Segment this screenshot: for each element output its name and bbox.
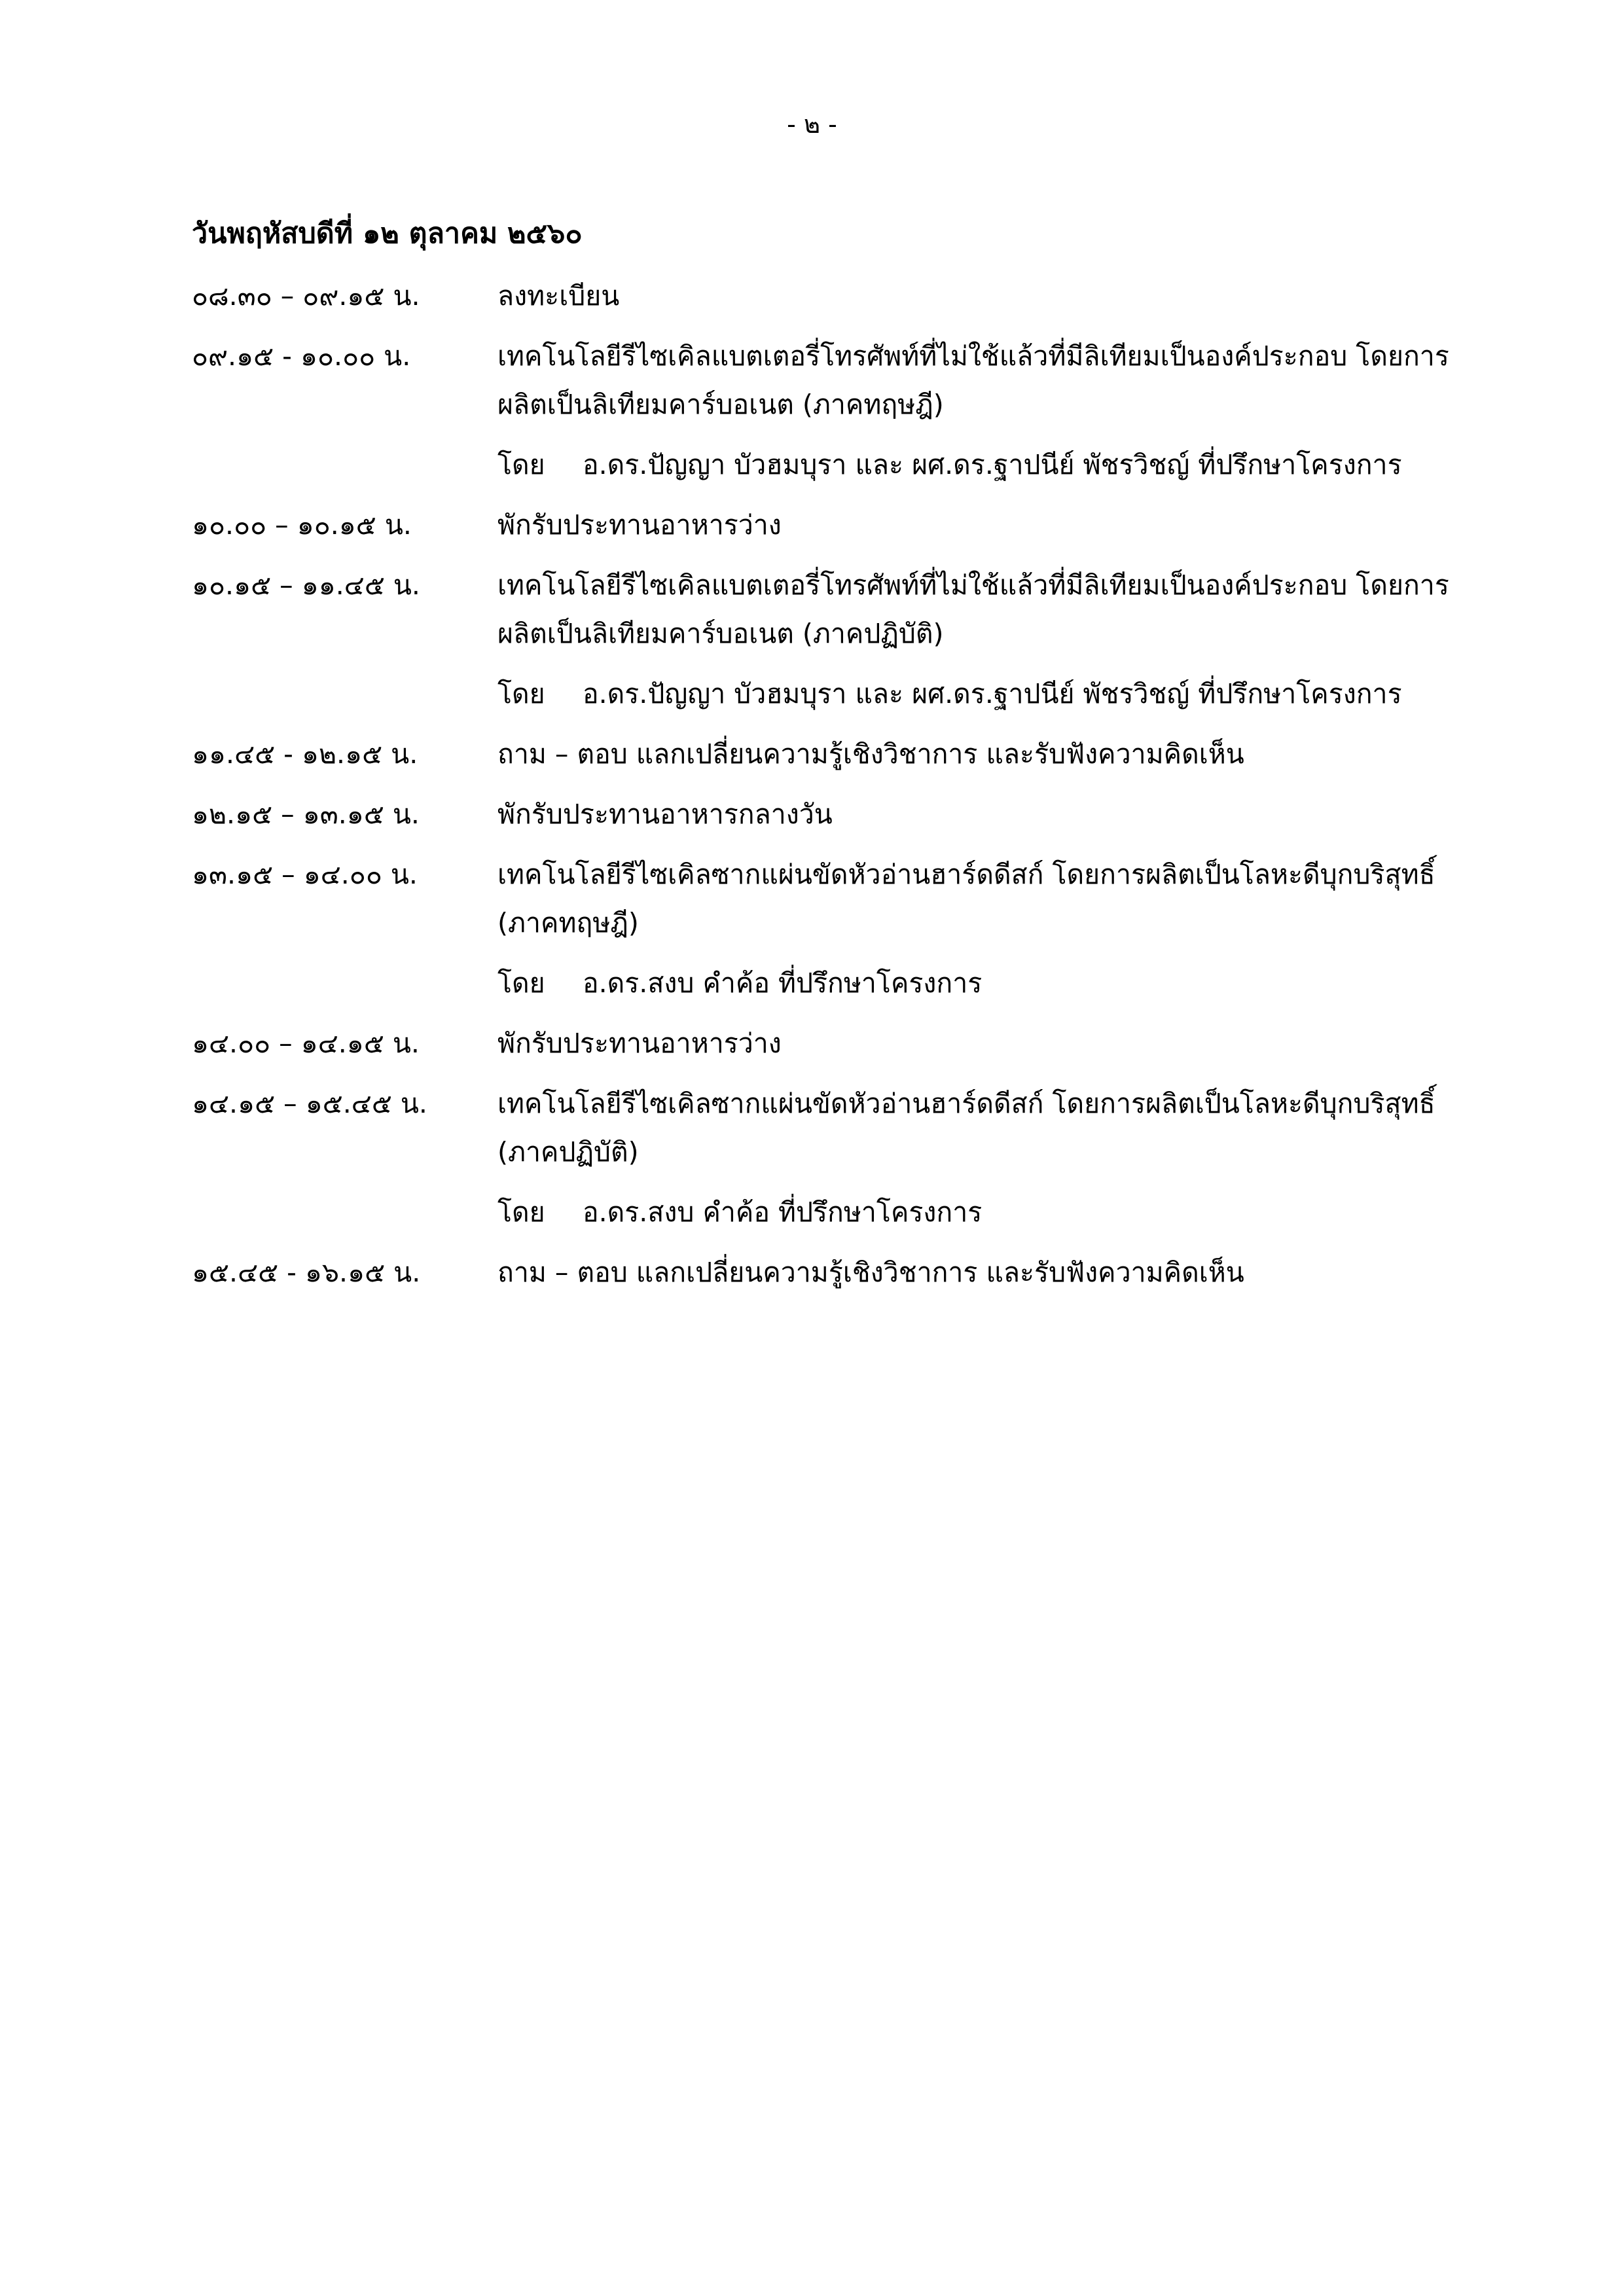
schedule-activity: พักรับประทานอาหารกลางวัน: [497, 798, 833, 830]
schedule-date-heading: วันพฤหัสบดีที่ ๑๒ ตุลาคม ๒๕๖๐: [192, 217, 583, 250]
speaker-names: อ.ดร.สงบ คำค้อ ที่ปรึกษาโครงการ: [583, 1196, 983, 1228]
schedule-row: [192, 790, 1468, 838]
schedule-activity: ถาม – ตอบ แลกเปลี่ยนความรู้เชิงวิชาการ และรับฟังความคิดเห็น: [497, 1257, 1244, 1288]
schedule-row: [192, 1248, 1468, 1297]
schedule-activity: เทคโนโลยีรีไซเคิลซากแผ่นขัดหัวอ่านฮาร์ดดีสก์ โดยการผลิตเป็นโลหะดีบุกบริสุทธิ์ (ภาคปฏิบัติ): [497, 1088, 1435, 1168]
schedule-time: ๑๓.๑๕ – ๑๔.๐๐ น.: [192, 859, 418, 890]
schedule-time: ๑๐.๐๐ – ๑๐.๑๕ น.: [192, 509, 412, 541]
schedule-time: ๐๙.๑๕ - ๑๐.๐๐ น.: [192, 340, 411, 372]
schedule-row: [192, 272, 1468, 320]
schedule-activity: พักรับประทานอาหารว่าง: [497, 509, 782, 541]
speaker-names: อ.ดร.สงบ คำค้อ ที่ปรึกษาโครงการ: [583, 967, 983, 999]
schedule-activity: เทคโนโลยีรีไซเคิลแบตเตอรี่โทรศัพท์ที่ไม่ใช้แล้วที่มีลิเทียมเป็นองค์ประกอบ โดยการผลิตเป็นลิเทียมคาร์บอเนต (ภาคทฤษฎี): [497, 340, 1449, 420]
schedule-row: [192, 1019, 1468, 1067]
schedule-row: [192, 850, 1468, 947]
schedule-activity: เทคโนโลยีรีไซเคิลซากแผ่นขัดหัวอ่านฮาร์ดดีสก์ โดยการผลิตเป็นโลหะดีบุกบริสุทธิ์ (ภาคทฤษฎี): [497, 859, 1435, 939]
by-label: โดย: [497, 449, 545, 480]
by-label: โดย: [497, 678, 545, 709]
schedule-activity: ลงทะเบียน: [497, 280, 620, 312]
speaker-line: [497, 440, 1466, 489]
speaker-row: [192, 1188, 1468, 1236]
schedule-time: ๑๐.๑๕ – ๑๑.๔๕ น.: [192, 569, 420, 601]
speaker-line: [497, 959, 1466, 1007]
schedule-activity: เทคโนโลยีรีไซเคิลแบตเตอรี่โทรศัพท์ที่ไม่ใช้แล้วที่มีลิเทียมเป็นองค์ประกอบ โดยการผลิตเป็นลิเทียมคาร์บอเนต (ภาคปฏิบัติ): [497, 569, 1449, 649]
schedule-time: ๑๔.๑๕ – ๑๕.๔๕ น.: [192, 1088, 427, 1119]
schedule-row: [192, 332, 1468, 429]
speaker-line: [497, 670, 1466, 718]
page-number: - ๒ -: [787, 110, 837, 139]
speaker-line: [497, 1188, 1466, 1236]
schedule-time: ๐๘.๓๐ – ๐๙.๑๕ น.: [192, 280, 420, 312]
schedule-activity: พักรับประทานอาหารว่าง: [497, 1028, 782, 1059]
schedule-time: ๑๔.๐๐ – ๑๔.๑๕ น.: [192, 1028, 420, 1059]
by-label: โดย: [497, 1196, 545, 1228]
schedule-row: [192, 501, 1468, 549]
by-label: โดย: [497, 967, 545, 999]
speaker-row: [192, 440, 1468, 489]
speaker-row: [192, 670, 1468, 718]
speaker-row: [192, 959, 1468, 1007]
schedule-row: [192, 1079, 1468, 1176]
speaker-names: อ.ดร.ปัญญา บัวฮมบุรา และ ผศ.ดร.ฐาปนีย์ พัชรวิชญ์ ที่ปรึกษาโครงการ: [583, 678, 1402, 709]
schedule-activity: ถาม – ตอบ แลกเปลี่ยนความรู้เชิงวิชาการ และรับฟังความคิดเห็น: [497, 738, 1244, 770]
schedule-row: [192, 730, 1468, 778]
schedule-time: ๑๕.๔๕ - ๑๖.๑๕ น.: [192, 1257, 421, 1288]
schedule-row: [192, 561, 1468, 658]
schedule-list: [192, 272, 1468, 1297]
speaker-names: อ.ดร.ปัญญา บัวฮมบุรา และ ผศ.ดร.ฐาปนีย์ พัชรวิชญ์ ที่ปรึกษาโครงการ: [583, 449, 1402, 480]
schedule-time: ๑๒.๑๕ – ๑๓.๑๕ น.: [192, 798, 420, 830]
schedule-time: ๑๑.๔๕ - ๑๒.๑๕ น.: [192, 738, 418, 770]
